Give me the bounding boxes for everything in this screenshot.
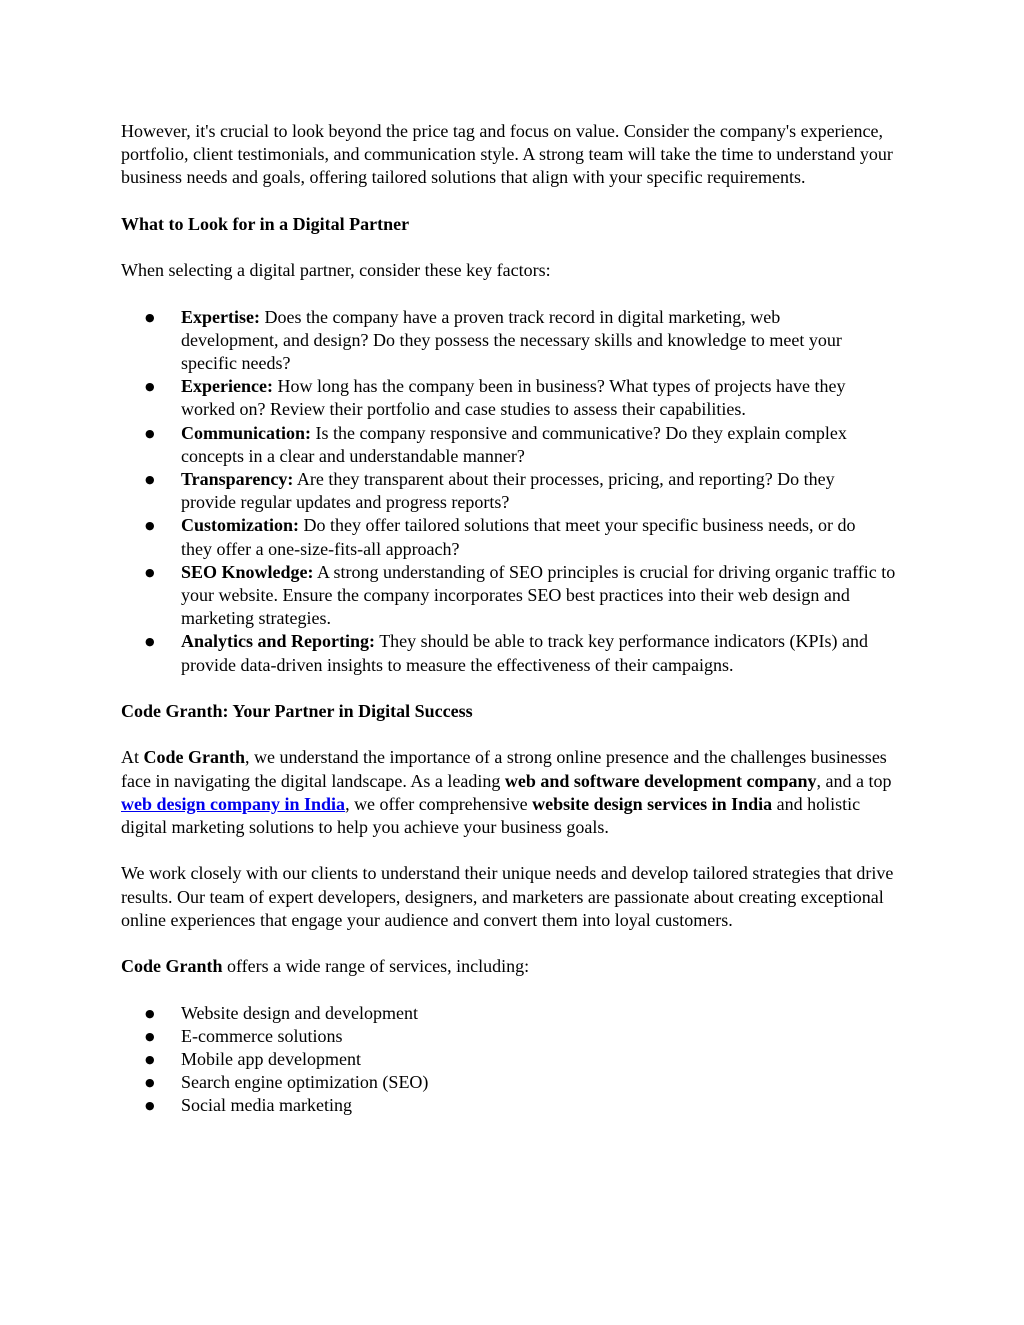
bullet-icon: ● bbox=[145, 1029, 155, 1043]
list-item-text: How long has the company been in business? What types of projects have they worked on? Review their portfolio and case studies to assess their capabilities. bbox=[181, 376, 846, 420]
paragraph-text: , we offer comprehensive bbox=[345, 793, 533, 814]
bullet-icon: ● bbox=[145, 310, 155, 324]
list-item-term: Customization: bbox=[181, 515, 299, 536]
bullet-icon: ● bbox=[145, 1006, 155, 1020]
list-item-term: Communication: bbox=[181, 422, 311, 443]
code-granth-intro-paragraph bbox=[121, 746, 896, 839]
emphasis-text: website design services in India bbox=[532, 793, 773, 814]
list-item bbox=[121, 1094, 921, 1117]
list-item bbox=[121, 468, 911, 514]
list-item bbox=[121, 561, 911, 631]
list-item-text: Are they transparent about their processes, pricing, and reporting? Do they provide regular updates and progress reports? bbox=[181, 469, 835, 513]
key-factors-list bbox=[121, 306, 911, 677]
list-item-text: Is the company responsive and communicative? Do they explain complex concepts in a clear and understandable manner? bbox=[181, 422, 847, 466]
list-item bbox=[121, 1071, 921, 1094]
list-item bbox=[121, 1002, 921, 1025]
list-item bbox=[121, 1025, 921, 1048]
bullet-icon: ● bbox=[145, 565, 155, 579]
bullet-icon: ● bbox=[145, 1076, 155, 1090]
emphasis-text: web and software development company bbox=[504, 770, 817, 791]
bullet-icon: ● bbox=[145, 426, 155, 440]
bullet-icon: ● bbox=[145, 635, 155, 649]
list-item-text: Does the company have a proven track record in digital marketing, web development, and design? Do they possess the necessary skills and knowledge to meet your specific needs? bbox=[181, 306, 842, 373]
list-item-term: Analytics and Reporting: bbox=[181, 631, 376, 652]
service-text: Mobile app development bbox=[181, 1049, 361, 1069]
services-list bbox=[121, 1002, 921, 1118]
list-item-term: Expertise: bbox=[181, 306, 260, 327]
bullet-icon: ● bbox=[145, 473, 155, 486]
service-text: Search engine optimization (SEO) bbox=[181, 1072, 429, 1093]
company-name: Code Granth bbox=[121, 956, 223, 977]
list-item-text: They should be able to track key performance indicators (KPIs) and provide data-driven insights to measure the effectiveness of their campaigns. bbox=[181, 631, 869, 675]
list-item bbox=[121, 514, 911, 560]
list-item-term: SEO Knowledge: bbox=[181, 561, 314, 582]
factors-lead-paragraph: When selecting a digital partner, consider these key factors: bbox=[121, 260, 551, 281]
web-design-company-link[interactable]: web design company in India bbox=[121, 793, 346, 814]
list-item bbox=[121, 422, 911, 468]
bullet-icon: ● bbox=[145, 519, 155, 533]
paragraph-text: offers a wide range of services, including: bbox=[222, 956, 530, 977]
list-item-term: Transparency: bbox=[181, 469, 294, 489]
list-item bbox=[121, 630, 911, 676]
list-item bbox=[121, 306, 911, 376]
bullet-icon: ● bbox=[145, 1053, 155, 1066]
list-item bbox=[121, 1048, 921, 1071]
list-item-text: Do they offer tailored solutions that meet your specific business needs, or do they offer a one-size-fits-all approach? bbox=[181, 515, 856, 559]
paragraph-text: and holistic digital marketing solutions to help you achieve your business goals. bbox=[121, 793, 861, 838]
section-heading-digital-partner: What to Look for in a Digital Partner bbox=[121, 213, 410, 234]
paragraph-text: At bbox=[121, 747, 144, 768]
clients-paragraph: We work closely with our clients to understand their unique needs and develop tailored strategies that drive results. Our team of expert developers, designers, and marketers are passionate about creating exceptional online experiences that engage your audience and convert them into loyal customers. bbox=[121, 863, 894, 930]
service-text: E-commerce solutions bbox=[181, 1025, 343, 1046]
list-item-text: A strong understanding of SEO principles is crucial for driving organic traffic to your website. Ensure the company incorporates SEO best practices into their web design and marketing strategies. bbox=[181, 561, 896, 629]
paragraph-text: , we understand the importance of a strong online presence and the challenges businesses face in navigating the digital landscape. As a leading bbox=[121, 747, 887, 791]
services-lead-paragraph bbox=[121, 955, 921, 978]
bullet-icon: ● bbox=[145, 1099, 155, 1113]
service-text: Website design and development bbox=[181, 1002, 418, 1023]
intro-paragraph: However, it's crucial to look beyond the price tag and focus on value. Consider the company's experience, portfolio, client testimonials, and communication style. A strong team will take the time to understand your business needs and goals, offering tailored solutions that align with your specific requirements. bbox=[121, 121, 893, 188]
bullet-icon: ● bbox=[145, 380, 155, 394]
document-page bbox=[121, 120, 921, 1118]
paragraph-text: , and a top bbox=[816, 770, 892, 791]
list-item-term: Experience: bbox=[181, 376, 273, 397]
service-text: Social media marketing bbox=[181, 1095, 352, 1116]
company-name: Code Granth bbox=[143, 747, 246, 768]
section-heading-code-granth: Code Granth: Your Partner in Digital Success bbox=[121, 701, 473, 722]
list-item bbox=[121, 375, 911, 421]
